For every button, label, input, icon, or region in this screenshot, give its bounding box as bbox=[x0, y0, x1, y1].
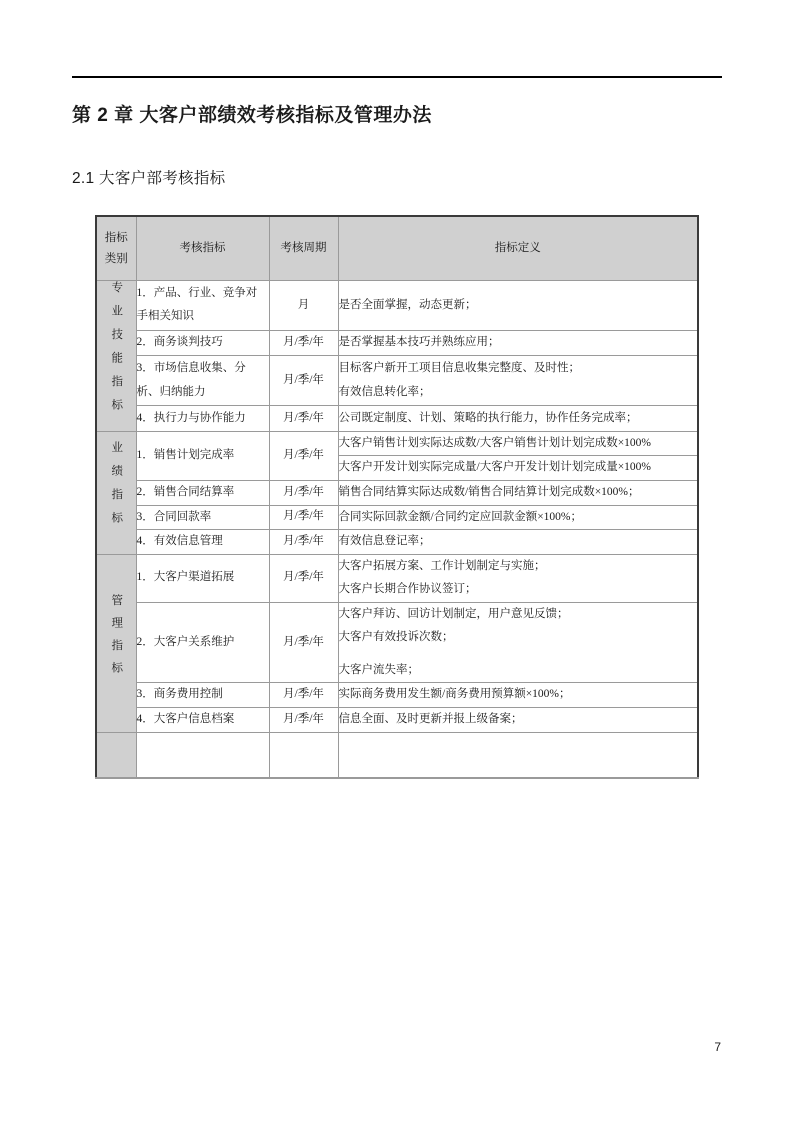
table-header-row bbox=[96, 216, 698, 281]
definition-cell bbox=[338, 602, 698, 683]
cycle-cell: 月/季/年 bbox=[269, 505, 338, 530]
kpi-table bbox=[95, 215, 699, 779]
cycle-cell: 月/季/年 bbox=[269, 708, 338, 733]
indicator-cell: 2．销售合同结算率 bbox=[136, 480, 269, 505]
section-heading: 2.1 大客户部考核指标 bbox=[72, 170, 226, 187]
indicator-cell: 1．销售计划完成率 bbox=[136, 431, 269, 480]
indicator-cell: 2．大客户关系维护 bbox=[136, 602, 269, 683]
cycle-cell: 月/季/年 bbox=[269, 602, 338, 683]
definition-cell bbox=[338, 406, 698, 432]
definition-line: 目标客户新开工项目信息收集完整度、及时性； bbox=[338, 362, 580, 375]
table-row bbox=[96, 530, 698, 555]
table-row bbox=[96, 406, 698, 432]
header-cell-category bbox=[96, 216, 136, 281]
category-cell-professional-skills bbox=[96, 281, 136, 432]
definition-line: 实际商务费用发生额/商务费用预算额×100%； bbox=[338, 688, 571, 701]
definition-cell bbox=[338, 708, 698, 733]
header-category-line1: 指标 bbox=[104, 232, 128, 245]
definition-cell bbox=[338, 330, 698, 355]
cycle-cell: 月/季/年 bbox=[269, 554, 338, 602]
header-category-line2: 类别 bbox=[104, 252, 128, 265]
category-cell-performance bbox=[96, 431, 136, 554]
definition-cell bbox=[338, 281, 698, 331]
category-cell-management bbox=[96, 554, 136, 732]
table-row bbox=[96, 683, 698, 708]
table-row bbox=[96, 431, 698, 456]
definition-line: 信息全面、及时更新并报上级备案； bbox=[338, 713, 523, 726]
cycle-cell: 月/季/年 bbox=[269, 330, 338, 355]
definition-cell bbox=[338, 456, 698, 481]
category-label: 管理指标 bbox=[110, 593, 123, 684]
page-title: 第 2 章 大客户部绩效考核指标及管理办法 bbox=[72, 105, 432, 126]
indicator-cell: 3．合同回款率 bbox=[136, 505, 269, 530]
indicator-cell: 4．执行力与协作能力 bbox=[136, 406, 269, 432]
indicator-cell-empty bbox=[136, 732, 269, 778]
table-row bbox=[96, 480, 698, 505]
table-row bbox=[96, 330, 698, 355]
table-row bbox=[96, 708, 698, 733]
definition-line: 大客户长期合作协议签订； bbox=[338, 583, 477, 596]
indicator-cell: 4．有效信息管理 bbox=[136, 530, 269, 555]
table-row bbox=[96, 602, 698, 683]
definition-line: 公司既定制度、计划、策略的执行能力，协作任务完成率； bbox=[338, 411, 638, 424]
cycle-cell: 月 bbox=[269, 281, 338, 331]
indicator-cell: 4．大客户信息档案 bbox=[136, 708, 269, 733]
header-cell-indicator: 考核指标 bbox=[136, 216, 269, 281]
definition-spacer bbox=[339, 650, 698, 659]
definition-cell bbox=[338, 683, 698, 708]
definition-line: 销售合同结算实际达成数/销售合同结算计划完成数×100%； bbox=[338, 485, 640, 498]
definition-line: 大客户有效投诉次数； bbox=[338, 631, 454, 644]
definition-cell bbox=[338, 356, 698, 406]
header-cell-definition: 指标定义 bbox=[338, 216, 698, 281]
header-cell-cycle: 考核周期 bbox=[269, 216, 338, 281]
indicator-cell: 3．商务费用控制 bbox=[136, 683, 269, 708]
definition-cell bbox=[338, 505, 698, 530]
definition-line: 是否全面掌握，动态更新； bbox=[338, 298, 477, 311]
definition-cell-empty bbox=[338, 732, 698, 778]
definition-cell bbox=[338, 431, 698, 456]
cycle-cell: 月/季/年 bbox=[269, 406, 338, 432]
table-row bbox=[96, 505, 698, 530]
cycle-cell: 月/季/年 bbox=[269, 356, 338, 406]
cycle-cell: 月/季/年 bbox=[269, 480, 338, 505]
cycle-cell: 月/季/年 bbox=[269, 530, 338, 555]
category-label: 专业技能指标 bbox=[110, 281, 123, 422]
definition-line: 大客户拓展方案、工作计划制定与实施； bbox=[338, 559, 546, 572]
table-row-empty bbox=[96, 732, 698, 778]
indicator-cell: 1．大客户渠道拓展 bbox=[136, 554, 269, 602]
definition-line: 有效信息登记率； bbox=[338, 535, 431, 548]
table-row bbox=[96, 281, 698, 331]
definition-line: 合同实际回款金额/合同约定应回款金额×100%； bbox=[338, 510, 583, 523]
cycle-cell: 月/季/年 bbox=[269, 683, 338, 708]
category-cell-empty bbox=[96, 732, 136, 778]
definition-line: 是否掌握基本技巧并熟练应用； bbox=[338, 336, 500, 349]
definition-line: 大客户拜访、回访计划制定，用户意见反馈； bbox=[338, 607, 569, 620]
table-row bbox=[96, 356, 698, 406]
definition-line: 大客户开发计划实际完成量/大客户开发计划计划完成量×100% bbox=[338, 461, 652, 474]
category-label: 业绩指标 bbox=[110, 441, 123, 536]
definition-cell bbox=[338, 480, 698, 505]
definition-cell bbox=[338, 530, 698, 555]
definition-cell bbox=[338, 554, 698, 602]
indicator-cell: 1．产品、行业、竞争对手相关知识 bbox=[136, 281, 269, 331]
definition-line: 大客户流失率； bbox=[338, 663, 419, 676]
definition-line: 有效信息转化率； bbox=[338, 385, 431, 398]
kpi-table-container bbox=[95, 215, 697, 779]
page-number: 7 bbox=[714, 1040, 721, 1054]
table-row bbox=[96, 554, 698, 602]
page-header-rule bbox=[72, 76, 722, 78]
indicator-cell: 2．商务谈判技巧 bbox=[136, 330, 269, 355]
cycle-cell: 月/季/年 bbox=[269, 431, 338, 480]
definition-line: 大客户销售计划实际达成数/大客户销售计划计划完成数×100% bbox=[338, 436, 652, 449]
cycle-cell-empty bbox=[269, 732, 338, 778]
indicator-cell: 3．市场信息收集、分析、归纳能力 bbox=[136, 356, 269, 406]
